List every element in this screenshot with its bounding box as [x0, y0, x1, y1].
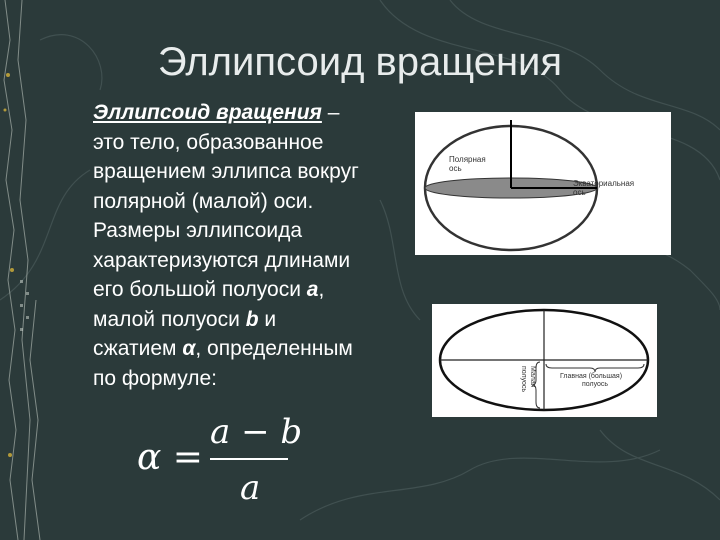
dimensions-text-3: и сжатием: [93, 307, 277, 360]
ellipsoid-axes-diagram: [415, 112, 671, 255]
definition-paragraph: [93, 98, 363, 216]
dimensions-text-2: , малой полуоси: [93, 278, 325, 331]
formula-numerator: a − b: [210, 412, 303, 452]
slide-body: [93, 98, 363, 393]
polar-axis-label-line1: Полярная: [449, 155, 486, 164]
semi-axes-figure: [432, 304, 657, 417]
var-a: а: [306, 278, 319, 301]
minor-semi-axis-label-line1: Малая: [529, 366, 536, 388]
var-b: b: [245, 307, 259, 331]
dimensions-paragraph: [93, 216, 363, 393]
dimensions-text-1: Размеры эллипсоида характеризуются длинами его большой полуоси: [93, 219, 351, 301]
polar-axis-label-line2: ось: [449, 164, 462, 173]
major-semi-axis-label-line2: полуось: [582, 381, 609, 388]
slide-title: Эллипсоид вращения: [157, 40, 563, 84]
equatorial-axis-label-line1: Экваториальная: [573, 179, 635, 188]
dimensions-text-4: , определенным по формуле:: [93, 337, 353, 390]
equatorial-axis-label-line2: ось: [573, 188, 586, 197]
formula-fraction-bar: [210, 458, 288, 460]
definition-text: – это тело, образованное вращением эллипса вокруг полярной (малой) оси.: [93, 101, 359, 213]
ellipsoid-axes-figure: [415, 112, 671, 255]
var-alpha: α: [182, 337, 196, 360]
semi-axes-diagram: [432, 304, 657, 417]
formula-lhs: α =: [137, 437, 203, 478]
formula-denominator: a: [240, 468, 261, 508]
minor-semi-axis-label-line2: полуось: [520, 366, 527, 393]
major-semi-axis-label-line1: Главная (большая): [560, 373, 623, 380]
flattening-formula: [132, 412, 312, 512]
definition-term: Эллипсоид вращения: [93, 101, 322, 124]
